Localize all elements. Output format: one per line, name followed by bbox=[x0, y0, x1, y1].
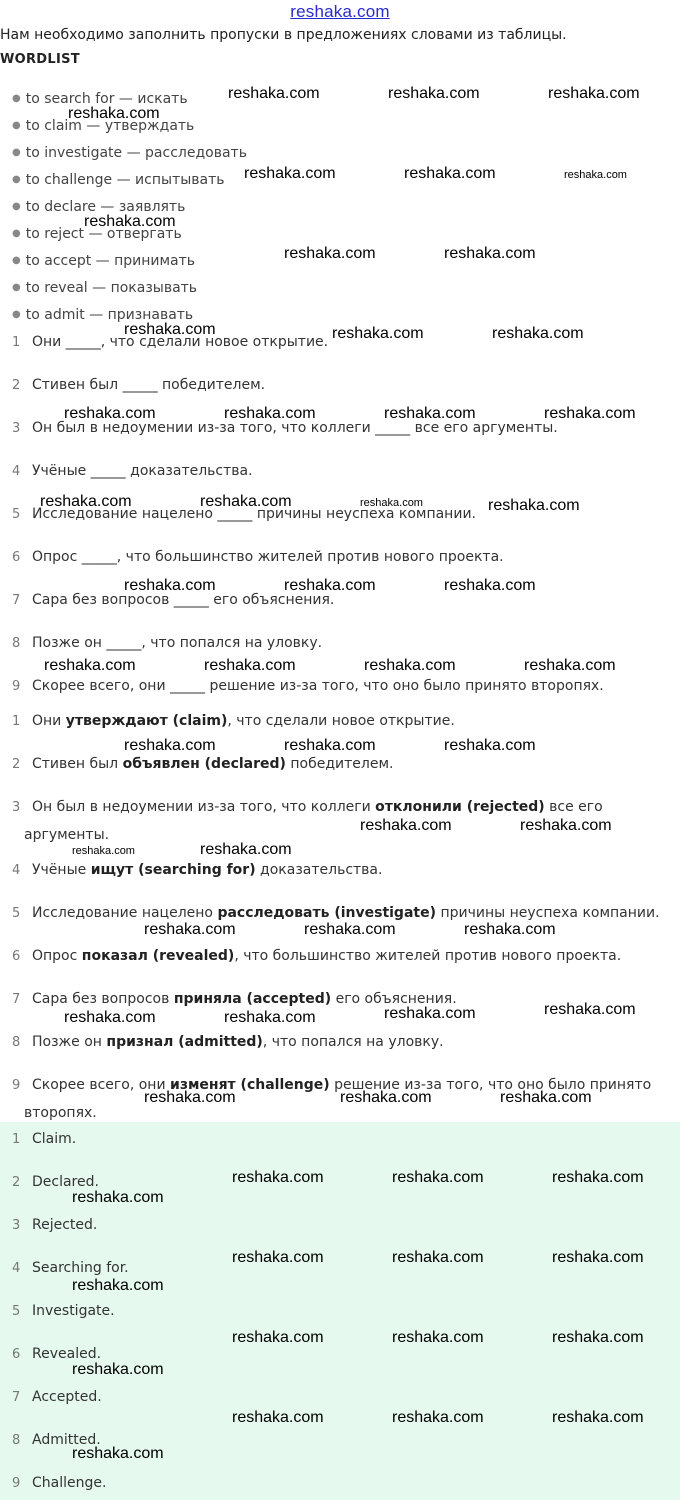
watermark: reshaka.com bbox=[360, 817, 452, 834]
bullet-icon: ● bbox=[12, 201, 21, 212]
wordlist-item: ● to search for — искать bbox=[12, 91, 188, 107]
watermark: reshaka.com bbox=[332, 325, 424, 342]
watermark: reshaka.com bbox=[44, 657, 136, 674]
task-line: 3 Он был в недоумении из-за того, что коллеги _____ все его аргументы. bbox=[12, 420, 558, 436]
wordlist-item: ● to reveal — показывать bbox=[12, 280, 198, 296]
watermark: reshaka.com bbox=[388, 85, 480, 102]
bullet-icon: ● bbox=[12, 228, 21, 239]
watermark: reshaka.com bbox=[72, 1361, 164, 1378]
answer-line: 4 Searching for. bbox=[12, 1260, 129, 1276]
watermark: reshaka.com bbox=[72, 845, 135, 857]
watermark: reshaka.com bbox=[224, 405, 316, 422]
watermark: reshaka.com bbox=[548, 85, 640, 102]
filled-line: 9 Скорее всего, они изменят (challenge) решение из-за того, что оно было принято bbox=[12, 1077, 652, 1093]
task-line: 1 Они _____, что сделали новое открытие. bbox=[12, 334, 329, 350]
task-line: 5 Исследование нацелено _____ причины неуспеха компании. bbox=[12, 506, 476, 522]
watermark: reshaka.com bbox=[392, 1169, 484, 1186]
watermark: reshaka.com bbox=[64, 1009, 156, 1026]
watermark: reshaka.com bbox=[444, 577, 536, 594]
watermark: reshaka.com bbox=[392, 1329, 484, 1346]
filled-line: 6 Опрос показал (revealed), что большинство жителей против нового проекта. bbox=[12, 948, 622, 964]
watermark: reshaka.com bbox=[552, 1409, 644, 1426]
watermark: reshaka.com bbox=[340, 1089, 432, 1106]
watermark: reshaka.com bbox=[488, 497, 580, 514]
wordlist-item: ● to admit — признавать bbox=[12, 307, 194, 323]
watermark: reshaka.com bbox=[284, 577, 376, 594]
watermark: reshaka.com bbox=[520, 817, 612, 834]
bullet-icon: ● bbox=[12, 309, 21, 320]
watermark: reshaka.com bbox=[552, 1329, 644, 1346]
answer-line: 6 Revealed. bbox=[12, 1346, 102, 1362]
watermark: reshaka.com bbox=[200, 493, 292, 510]
watermark: reshaka.com bbox=[224, 1009, 316, 1026]
bullet-icon: ● bbox=[12, 147, 21, 158]
bullet-icon: ● bbox=[12, 93, 21, 104]
wordlist-title: WORDLIST bbox=[0, 52, 80, 67]
watermark: reshaka.com bbox=[444, 245, 536, 262]
watermark: reshaka.com bbox=[64, 405, 156, 422]
task-line: 4 Учёные _____ доказательства. bbox=[12, 463, 253, 479]
wordlist-item: ● to claim — утверждать bbox=[12, 118, 195, 134]
filled-line: 4 Учёные ищут (searching for) доказательства. bbox=[12, 862, 383, 878]
watermark: reshaka.com bbox=[124, 321, 216, 338]
filled-line: 7 Сара без вопросов приняла (accepted) его объяснения. bbox=[12, 991, 457, 1007]
bullet-icon: ● bbox=[12, 255, 21, 266]
watermark: reshaka.com bbox=[544, 1001, 636, 1018]
watermark: reshaka.com bbox=[244, 165, 336, 182]
watermark: reshaka.com bbox=[404, 165, 496, 182]
answer-line: 7 Accepted. bbox=[12, 1389, 102, 1405]
watermark: reshaka.com bbox=[40, 493, 132, 510]
filled-line: 1 Они утверждают (claim), что сделали новое открытие. bbox=[12, 713, 455, 729]
watermark: reshaka.com bbox=[304, 921, 396, 938]
watermark: reshaka.com bbox=[144, 1089, 236, 1106]
filled-line-continuation: второпях. bbox=[24, 1105, 97, 1121]
watermark: reshaka.com bbox=[232, 1169, 324, 1186]
task-line: 7 Сара без вопросов _____ его объяснения. bbox=[12, 592, 335, 608]
filled-line: 2 Стивен был объявлен (declared) победителем. bbox=[12, 756, 394, 772]
filled-line-continuation: аргументы. bbox=[24, 827, 110, 843]
task-line: 8 Позже он _____, что попался на уловку. bbox=[12, 635, 323, 651]
answer-line: 5 Investigate. bbox=[12, 1303, 115, 1319]
watermark: reshaka.com bbox=[124, 577, 216, 594]
task-line: 2 Стивен был _____ победителем. bbox=[12, 377, 266, 393]
filled-line: 3 Он был в недоумении из-за того, что коллеги отклонили (rejected) все его bbox=[12, 799, 603, 815]
watermark: reshaka.com bbox=[124, 737, 216, 754]
watermark: reshaka.com bbox=[384, 405, 476, 422]
watermark: reshaka.com bbox=[204, 657, 296, 674]
bullet-icon: ● bbox=[12, 120, 21, 131]
wordlist-item: ● to accept — принимать bbox=[12, 253, 196, 269]
watermark: reshaka.com bbox=[552, 1249, 644, 1266]
watermark: reshaka.com bbox=[144, 921, 236, 938]
answer-line: 2 Declared. bbox=[12, 1174, 99, 1190]
site-title[interactable]: reshaka.com bbox=[290, 2, 390, 21]
watermark: reshaka.com bbox=[68, 105, 160, 122]
watermark: reshaka.com bbox=[552, 1169, 644, 1186]
wordlist-item: ● to reject — отвергать bbox=[12, 226, 182, 242]
bullet-icon: ● bbox=[12, 282, 21, 293]
task-line: 6 Опрос _____, что большинство жителей против нового проекта. bbox=[12, 549, 504, 565]
watermark: reshaka.com bbox=[524, 657, 616, 674]
filled-line: 8 Позже он признал (admitted), что попался на уловку. bbox=[12, 1034, 444, 1050]
answer-line: 9 Challenge. bbox=[12, 1475, 107, 1491]
watermark: reshaka.com bbox=[232, 1329, 324, 1346]
watermark: reshaka.com bbox=[72, 1445, 164, 1462]
watermark: reshaka.com bbox=[364, 657, 456, 674]
watermark: reshaka.com bbox=[72, 1189, 164, 1206]
filled-line: 5 Исследование нацелено расследовать (investigate) причины неуспеха компании. bbox=[12, 905, 660, 921]
task-line: 9 Скорее всего, они _____ решение из-за того, что оно было принято второпях. bbox=[12, 678, 604, 694]
watermark: reshaka.com bbox=[392, 1249, 484, 1266]
watermark: reshaka.com bbox=[232, 1409, 324, 1426]
answer-line: 1 Claim. bbox=[12, 1131, 77, 1147]
watermark: reshaka.com bbox=[284, 245, 376, 262]
watermark: reshaka.com bbox=[232, 1249, 324, 1266]
watermark: reshaka.com bbox=[464, 921, 556, 938]
watermark: reshaka.com bbox=[492, 325, 584, 342]
watermark: reshaka.com bbox=[72, 1277, 164, 1294]
wordlist-item: ● to challenge — испытывать bbox=[12, 172, 225, 188]
watermark: reshaka.com bbox=[84, 213, 176, 230]
watermark: reshaka.com bbox=[200, 841, 292, 858]
watermark: reshaka.com bbox=[284, 737, 376, 754]
intro-text: Нам необходимо заполнить пропуски в предложениях словами из таблицы. bbox=[0, 27, 567, 43]
watermark: reshaka.com bbox=[444, 737, 536, 754]
wordlist-item: ● to declare — заявлять bbox=[12, 199, 186, 215]
answer-line: 3 Rejected. bbox=[12, 1217, 98, 1233]
bullet-icon: ● bbox=[12, 174, 21, 185]
watermark: reshaka.com bbox=[564, 169, 627, 181]
watermark: reshaka.com bbox=[360, 497, 423, 509]
answer-line: 8 Admitted. bbox=[12, 1432, 101, 1448]
watermark: reshaka.com bbox=[384, 1005, 476, 1022]
wordlist-item: ● to investigate — расследовать bbox=[12, 145, 247, 161]
watermark: reshaka.com bbox=[500, 1089, 592, 1106]
watermark: reshaka.com bbox=[392, 1409, 484, 1426]
watermark: reshaka.com bbox=[228, 85, 320, 102]
watermark: reshaka.com bbox=[544, 405, 636, 422]
